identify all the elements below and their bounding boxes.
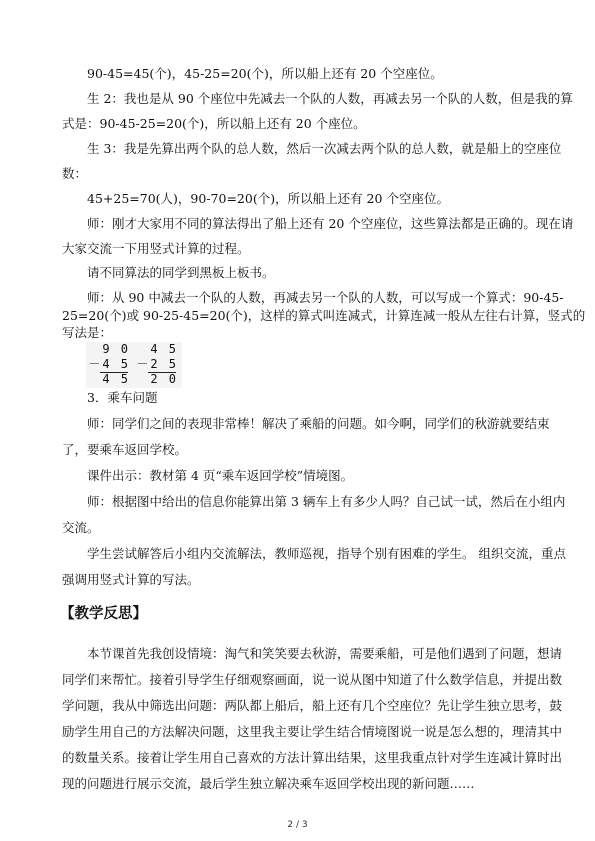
paragraph-line: 写法是： (62, 325, 113, 340)
page-number: 2 / 3 (287, 820, 308, 830)
vertical-calculation (86, 342, 182, 388)
paragraph-line: 强调用竖式计算的写法。 (62, 572, 200, 587)
calc-row: 9 0 (102, 342, 130, 356)
paragraph-line: 的数量关系。接着让学生用自己喜欢的方法计算出结果，这里我重点针对学生连减计算时出 (62, 750, 563, 765)
paragraph-line: 励学生用自己的方法解决问题，这里我主要让学生结合情境图说一说是怎么想的，理清其中 (62, 724, 563, 739)
section-title: 3．乘车问题 (87, 390, 158, 405)
paragraph-line: 数： (62, 166, 88, 181)
paragraph-line: 45+25=70(人)，90-70=20(个)，所以船上还有 20 个空座位。 (87, 191, 449, 206)
paragraph-line: 师：根据图中给出的信息你能算出第 3 辆车上有多少人吗？自己试一试，然后在小组内 (87, 494, 566, 509)
calc-row: 4 5 (150, 342, 178, 356)
paragraph-line: 生 2：我也是从 90 个座位中先减去一个队的人数，再减去另一个队的人数，但是我的算 (87, 91, 573, 106)
paragraph-line: 式是：90-45-25=20(个)，所以船上还有 20 个座位。 (62, 116, 366, 131)
calc-rule (100, 372, 128, 373)
vertical-calc-right (134, 342, 182, 388)
paragraph-line: 了，要乘车返回学校。 (62, 442, 188, 457)
paragraph-line: 课件出示：教材第 4 页“乘车返回学校”情境图。 (87, 468, 354, 483)
paragraph-line: 生 3：我是先算出两个队的总人数，然后一次减去两个队的总人数，就是船上的空座位 (87, 141, 562, 156)
paragraph-line: 25=20(个)或 90-25-45=20(个)，这样的算式叫连减式，计算连减一般从左往右计算，竖式的 (62, 308, 586, 323)
reflection-heading: 【教学反思】 (60, 606, 147, 622)
paragraph-line: 师：同学们之间的表现非常棒！解决了乘船的问题。如今啊，同学们的秋游就要结束 (87, 416, 550, 431)
paragraph-line: 师：刚才大家用不同的算法得出了船上还有 20 个空座位，这些算法都是正确的。现在请 (87, 216, 574, 231)
paragraph-line: 大家交流一下用竖式计算的过程。 (62, 241, 250, 256)
calc-row: －4 5 (88, 357, 130, 371)
calc-row: 4 5 (102, 372, 130, 386)
calc-rule (148, 372, 176, 373)
paragraph-line: 本节课首先我创设情境：淘气和笑笑要去秋游，需要乘船，可是他们遇到了问题，想请 (87, 646, 563, 661)
paragraph-line: 90-45=45(个)，45-25=20(个)，所以船上还有 20 个空座位。 (87, 66, 443, 81)
paragraph-line: 现的问题进行展示交流，最后学生独立解决乘车返回学校出现的新问题…… (62, 776, 475, 791)
paragraph-line: 同学们来帮忙。接着引导学生仔细观察画面，说一说从图中知道了什么数学信息，并提出数 (62, 672, 563, 687)
vertical-calc-left (86, 342, 134, 388)
paragraph-line: 学生尝试解答后小组内交流解法，教师巡视，指导个别有困难的学生。 组织交流，重点 (87, 546, 566, 561)
calc-row: －2 5 (136, 357, 178, 371)
paragraph-line: 请不同算法的同学到黑板上板书。 (87, 265, 275, 280)
paragraph-line: 交流。 (62, 520, 100, 535)
calc-row: 2 0 (150, 372, 178, 386)
paragraph-line: 学问题，我从中筛选出问题：两队都上船后，船上还有几个空座位？先让学生独立思考，鼓 (62, 698, 563, 713)
paragraph-line: 师：从 90 中减去一个队的人数，再减去另一个队的人数，可以写成一个算式：90-45- (87, 290, 564, 305)
